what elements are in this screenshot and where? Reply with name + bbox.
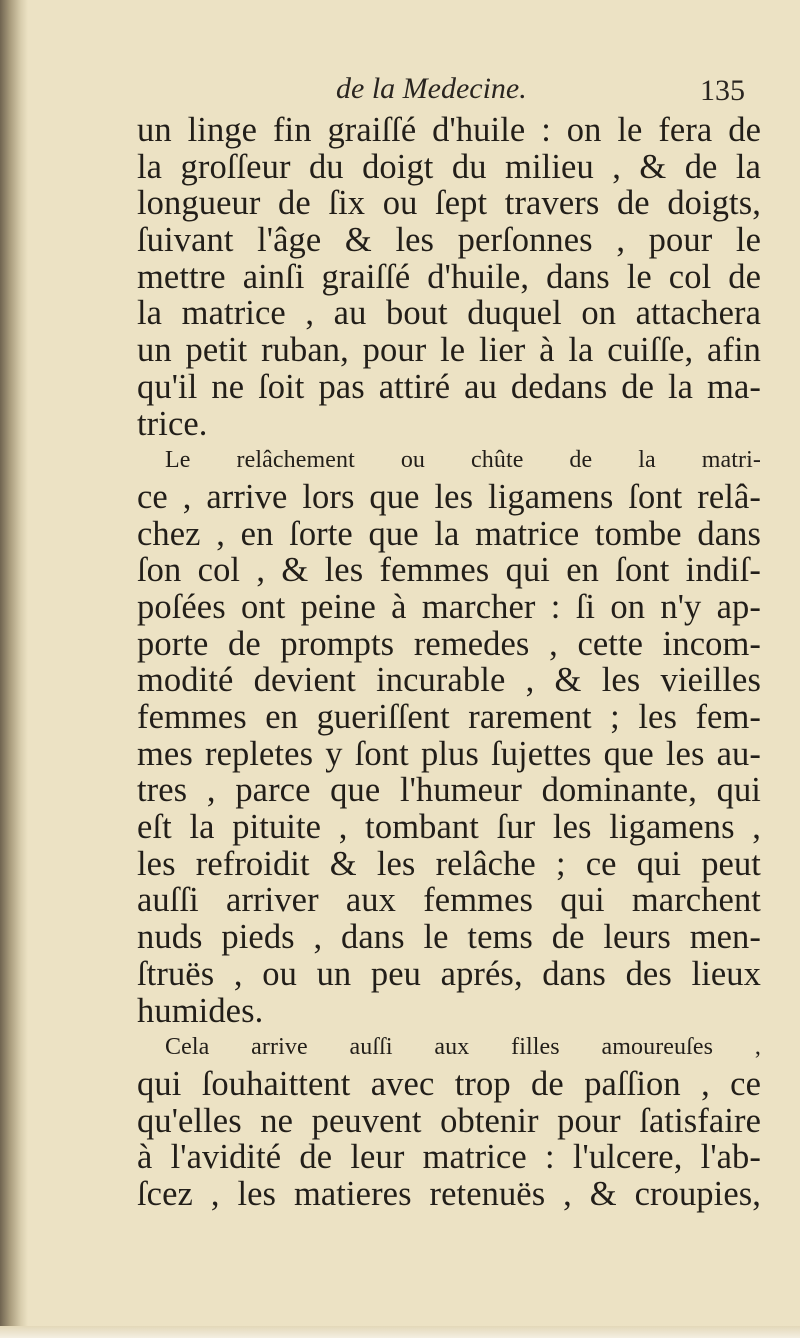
text-line: Cela arrive auſſi aux filles amoureuſes , [165,1034,761,1061]
page-bottom-edge [0,1326,800,1338]
running-head [0,72,800,112]
text-line: qu'il ne ſoit pas attiré au dedans de la ma- [137,367,761,406]
text-line: auſſi arriver aux femmes qui marchent [137,881,761,920]
text-line: Le relâchement ou chûte de la matri- [165,447,761,474]
text-line: qu'elles ne peuvent obtenir pour ſatisfaire [137,1101,761,1140]
body-text [137,112,761,1213]
text-line: trice. [137,404,208,443]
text-line: la groſſeur du doigt du milieu , & de la [137,147,761,186]
text-line: ſuivant l'âge & les perſonnes , pour le [137,221,761,260]
text-line: eſt la pituite , tombant ſur les ligamens , [137,808,761,847]
text-line: poſées ont peine à marcher : ſi on n'y ap- [137,587,761,626]
text-line: longueur de ſix ou ſept travers de doigts, [137,184,761,223]
text-line: ſtruës , ou un peu aprés, dans des lieux [137,954,761,993]
text-line: femmes en gueriſſent rarement ; les fem- [137,698,761,736]
text-line: mettre ainſi graiſſé d'huile, dans le col de [137,257,761,296]
text-line: humides. [137,991,264,1030]
text-line: la matrice , au bout duquel on attachera [137,294,761,333]
text-line: à l'avidité de leur matrice : l'ulcere, l'ab- [137,1138,761,1177]
text-line: porte de prompts remedes , cette incom- [137,624,761,663]
text-line: un linge fin graiſſé d'huile : on le fera de [137,111,761,149]
page-number: 135 [700,74,745,107]
text-line: chez , en ſorte que la matrice tombe dans [137,514,761,553]
text-line: un petit ruban, pour le lier à la cuiſſe, afin [137,331,761,370]
book-spine-shadow [0,0,28,1338]
text-line: modité devient incurable , & les vieilles [137,661,761,700]
text-line: ſon col , & les femmes qui en ſont indiſ- [137,551,761,590]
text-line: mes repletes y ſont plus ſujettes que les au- [137,734,761,773]
text-line: ce , arrive lors que les ligamens ſont relâ- [137,477,761,516]
text-line: ſcez , les matieres retenuës , & croupies, [137,1174,761,1213]
text-line: qui ſouhaittent avec trop de paſſion , ce [137,1064,761,1103]
text-line: nuds pieds , dans le tems de leurs men- [137,918,761,957]
text-line: tres , parce que l'humeur dominante, qui [137,771,761,810]
text-line: les refroidit & les relâche ; ce qui peut [137,844,761,883]
running-head-title: de la Medecine. [336,72,527,105]
